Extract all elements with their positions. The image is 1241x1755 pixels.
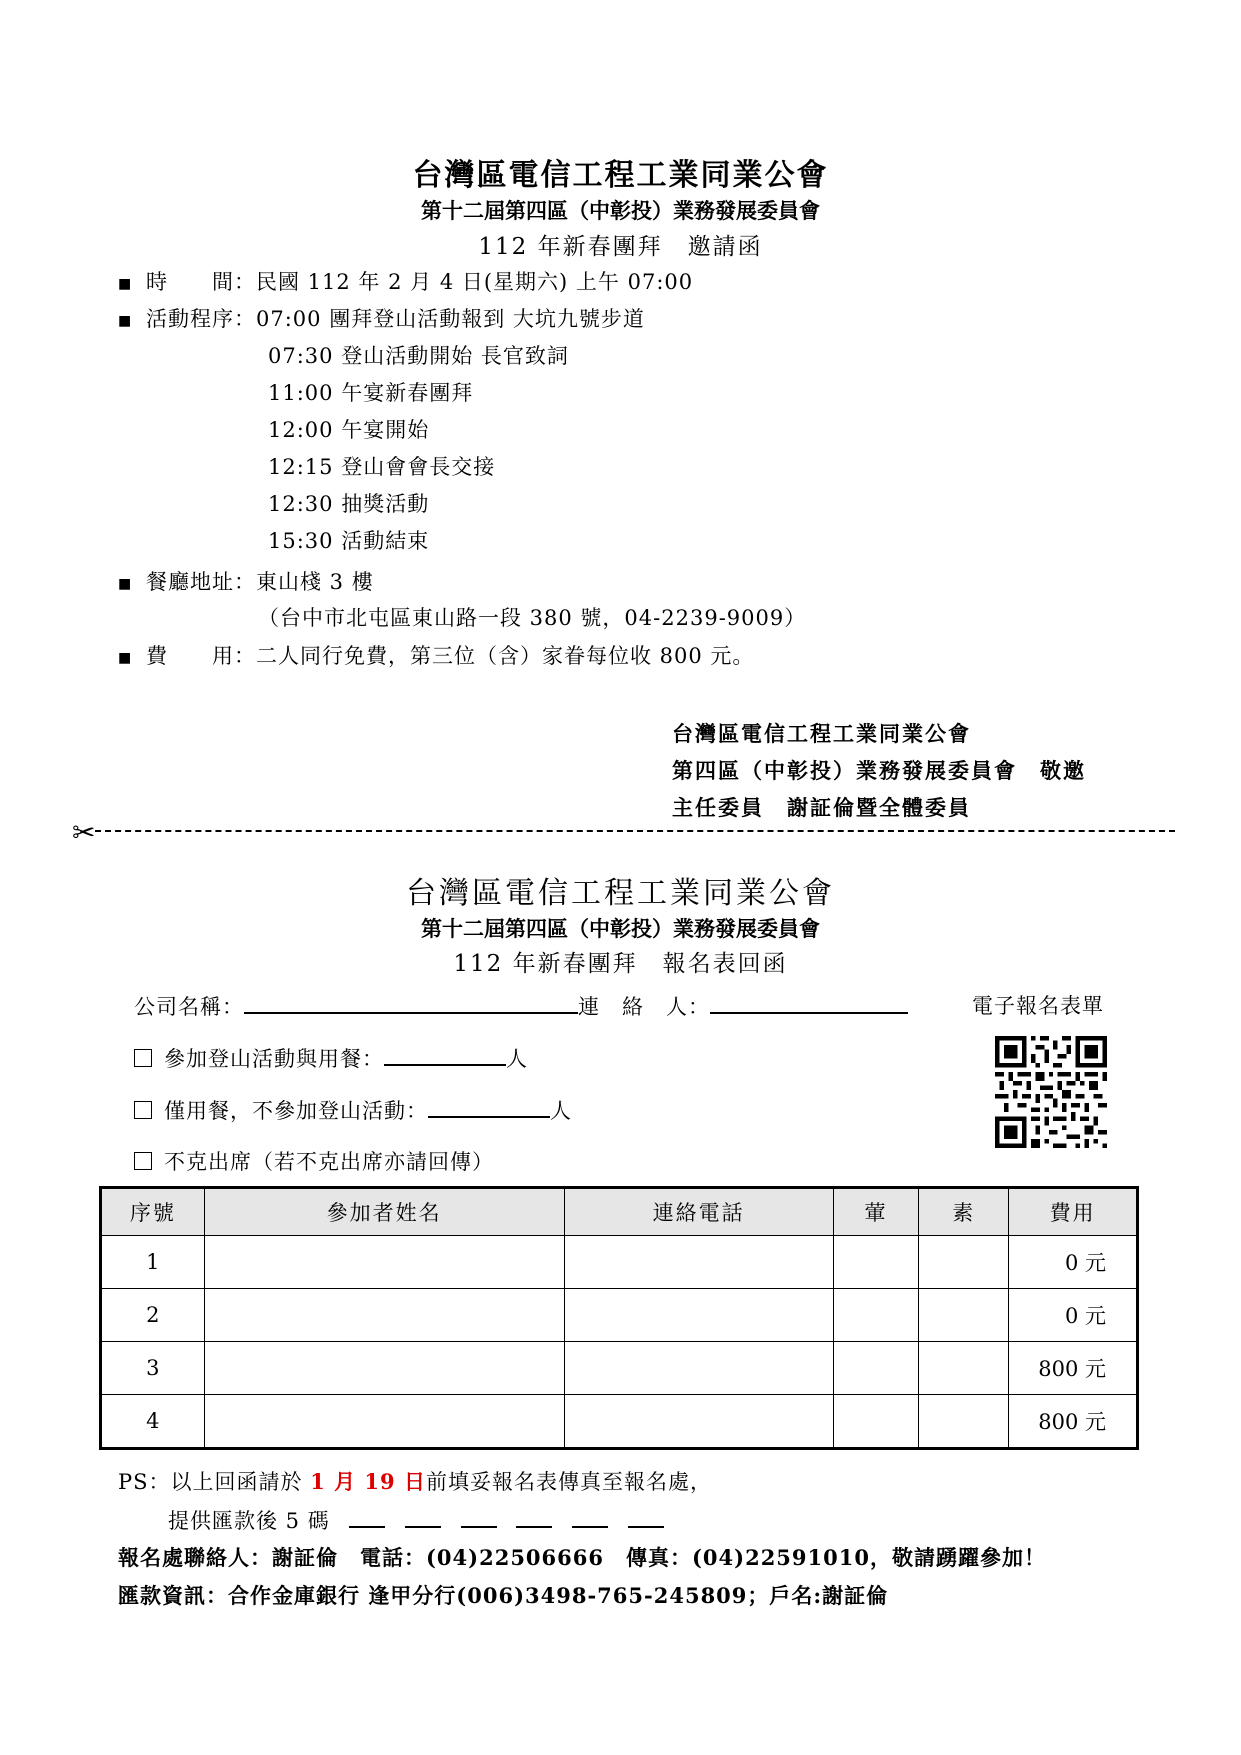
cut-line <box>95 830 1175 832</box>
program-row: ■ 活動程序：07:00 團拜登山活動報到 大坑九號步道 <box>118 307 645 331</box>
bullet-icon: ■ <box>118 575 133 592</box>
meat-cell[interactable] <box>833 1236 919 1289</box>
fee-cell: 800 元 <box>1009 1395 1138 1449</box>
name-cell[interactable] <box>204 1236 564 1289</box>
veg-cell[interactable] <box>919 1236 1009 1289</box>
meat-cell[interactable] <box>833 1342 919 1395</box>
registration-table <box>99 1186 1139 1450</box>
contact-field[interactable] <box>710 990 908 1014</box>
option-meal-only: 僅用餐，不參加登山活動： 人 <box>134 1094 572 1125</box>
row-no: 1 <box>101 1236 205 1289</box>
checkbox[interactable] <box>134 1152 152 1170</box>
scissors-icon: ✂ <box>72 816 96 849</box>
deadline-date: 1 月 19 日 <box>310 1469 426 1494</box>
row-no: 4 <box>101 1395 205 1449</box>
row-no: 3 <box>101 1342 205 1395</box>
table-header-row <box>101 1188 1138 1236</box>
digit-field[interactable] <box>461 1504 497 1528</box>
reply-heading: 112 年新春團拜 報名表回函 <box>453 951 788 977</box>
fee-cell: 0 元 <box>1009 1289 1138 1342</box>
invite-title: 台灣區電信工程工業同業公會 <box>412 158 829 193</box>
phone-cell[interactable] <box>564 1289 833 1342</box>
bullet-icon: ■ <box>118 649 133 666</box>
address-row: ■ 餐廳地址：東山棧 3 樓 <box>118 570 374 594</box>
program-item: 15:30 活動結束 <box>268 529 430 553</box>
fee-cell: 0 元 <box>1009 1236 1138 1289</box>
veg-cell[interactable] <box>919 1395 1009 1449</box>
header-no: 序號 <box>101 1188 205 1236</box>
fee-row: ■ 費 用：二人同行免費，第三位（含）家眷每位收 800 元。 <box>118 644 755 668</box>
ps-note: PS：以上回函請於 1 月 19 日前填妥報名表傳真至報名處， <box>118 1469 712 1494</box>
qr-code-icon[interactable] <box>995 1036 1107 1148</box>
company-field[interactable] <box>244 990 578 1014</box>
meat-cell[interactable] <box>833 1289 919 1342</box>
header-fee: 費用 <box>1009 1188 1138 1236</box>
bullet-icon: ■ <box>118 275 133 292</box>
qr-label: 電子報名表單 <box>972 994 1104 1018</box>
table-row <box>101 1236 1138 1289</box>
phone-cell[interactable] <box>564 1236 833 1289</box>
phone-cell[interactable] <box>564 1395 833 1449</box>
signature-line: 台灣區電信工程工業同業公會 <box>672 721 971 746</box>
name-cell[interactable] <box>204 1395 564 1449</box>
program-item: 12:15 登山會會長交接 <box>268 455 496 479</box>
digit-field[interactable] <box>572 1504 608 1528</box>
fee-cell: 800 元 <box>1009 1342 1138 1395</box>
option-absent: 不克出席（若不克出席亦請回傳） <box>134 1146 494 1176</box>
payment-digits-row: 提供匯款後 5 碼 <box>168 1504 664 1535</box>
program-item: 12:00 午宴開始 <box>268 418 430 442</box>
digit-field[interactable] <box>349 1504 385 1528</box>
header-name: 參加者姓名 <box>204 1188 564 1236</box>
signature-line: 主任委員 謝証倫暨全體委員 <box>672 795 971 820</box>
header-veg: 素 <box>919 1188 1009 1236</box>
row-no: 2 <box>101 1289 205 1342</box>
meat-cell[interactable] <box>833 1395 919 1449</box>
company-row: 公司名稱： 連 絡 人： <box>134 990 908 1021</box>
program-item: 11:00 午宴新春團拜 <box>268 381 474 405</box>
reply-subtitle: 第十二屆第四區（中彰投）業務發展委員會 <box>421 916 820 941</box>
meal-only-count-field[interactable] <box>428 1094 550 1118</box>
signature-line: 第四區（中彰投）業務發展委員會 敬邀 <box>672 758 1086 783</box>
header-meat: 葷 <box>833 1188 919 1236</box>
address-detail: （台中市北屯區東山路一段 380 號，04-2239-9009） <box>258 606 807 630</box>
digit-field[interactable] <box>405 1504 441 1528</box>
table-row <box>101 1395 1138 1449</box>
digit-field[interactable] <box>516 1504 552 1528</box>
reply-title: 台灣區電信工程工業同業公會 <box>406 876 835 911</box>
header-phone: 連絡電話 <box>564 1188 833 1236</box>
program-item: 07:30 登山活動開始 長官致詞 <box>268 344 569 368</box>
bullet-icon: ■ <box>118 312 133 329</box>
digit-field[interactable] <box>628 1504 664 1528</box>
program-item: 12:30 抽獎活動 <box>268 492 430 516</box>
veg-cell[interactable] <box>919 1342 1009 1395</box>
phone-cell[interactable] <box>564 1342 833 1395</box>
table-row <box>101 1342 1138 1395</box>
time-row: ■ 時 間：民國 112 年 2 月 4 日(星期六) 上午 07:00 <box>118 270 694 294</box>
contact-line: 報名處聯絡人：謝証倫 電話：(04)22506666 傳真：(04)22591010，敬請踴躍參加！ <box>118 1545 1046 1570</box>
veg-cell[interactable] <box>919 1289 1009 1342</box>
hike-meal-count-field[interactable] <box>384 1042 506 1066</box>
checkbox[interactable] <box>134 1049 152 1067</box>
name-cell[interactable] <box>204 1342 564 1395</box>
checkbox[interactable] <box>134 1101 152 1119</box>
bank-line: 匯款資訊：合作金庫銀行 逢甲分行(006)3498-765-245809；戶名:謝証倫 <box>118 1583 889 1608</box>
invite-heading: 112 年新春團拜 邀請函 <box>478 234 763 260</box>
invite-subtitle: 第十二屆第四區（中彰投）業務發展委員會 <box>421 198 820 223</box>
table-row <box>101 1289 1138 1342</box>
name-cell[interactable] <box>204 1289 564 1342</box>
option-hike-meal: 參加登山活動與用餐： 人 <box>134 1042 528 1073</box>
